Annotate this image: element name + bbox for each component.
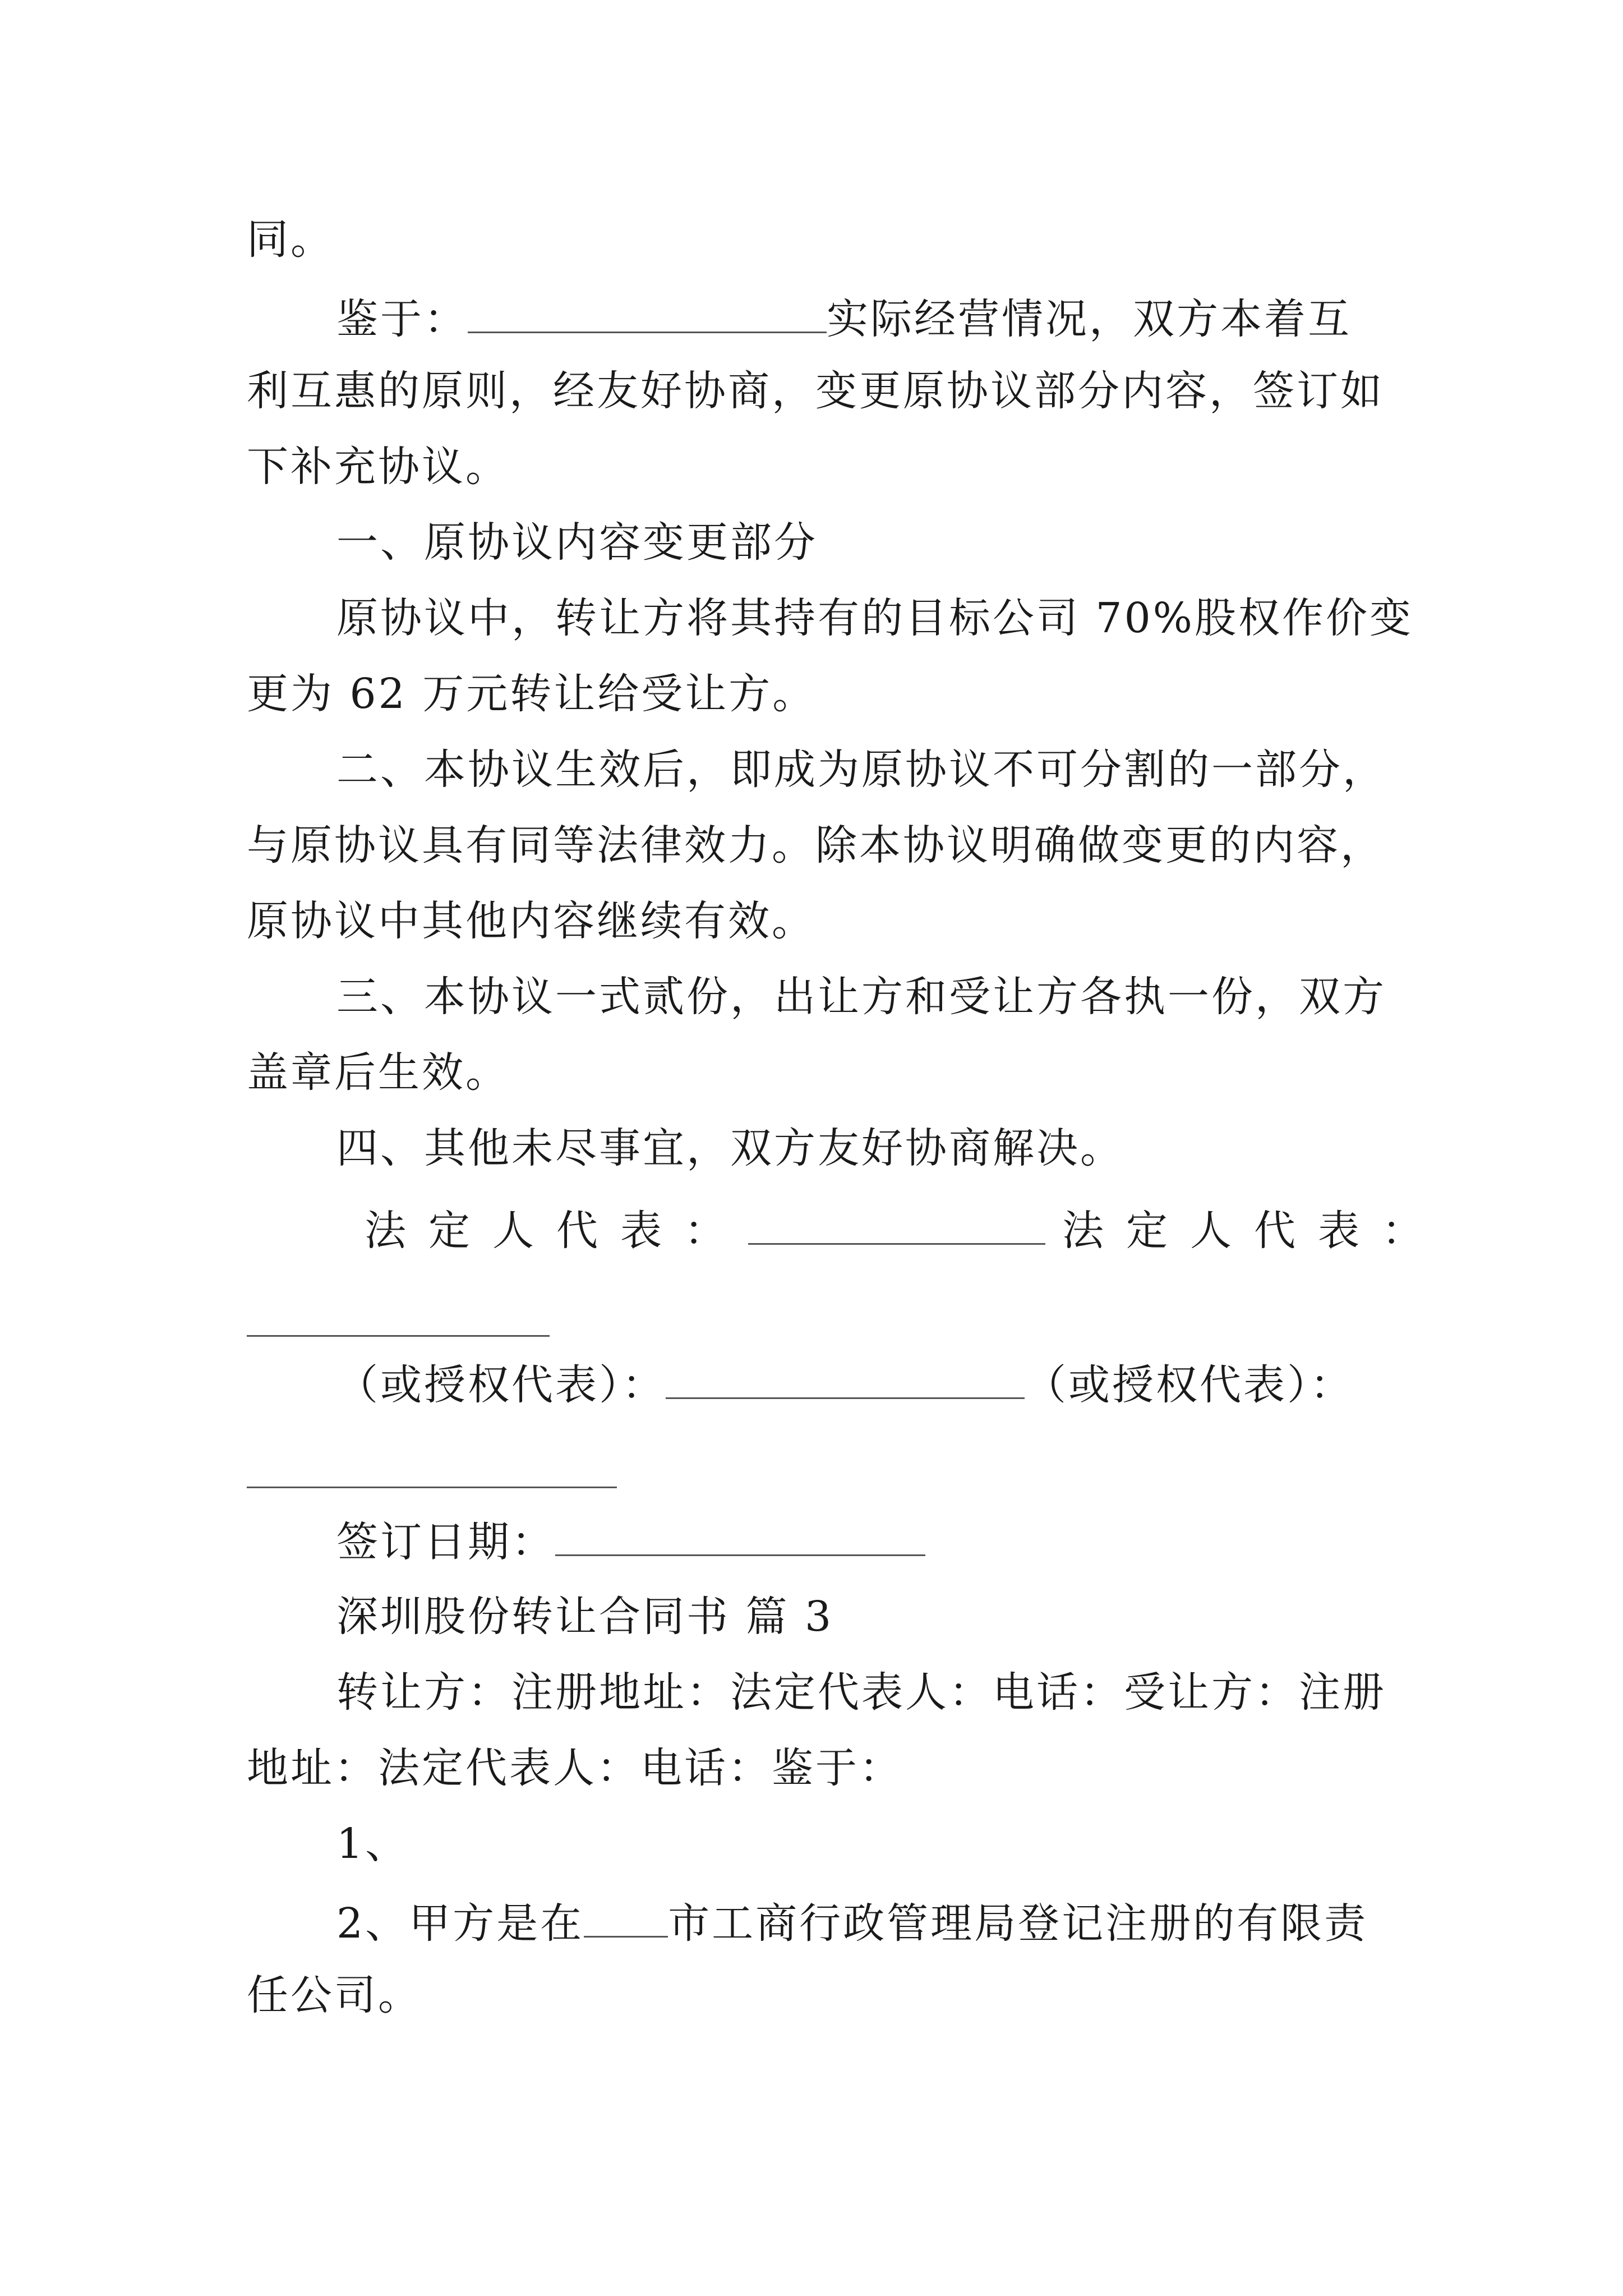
signature-line-2 (336, 1360, 1481, 1411)
text-line-13: 四、其他未尽事宜，双方友好协商解决。 (336, 1124, 1124, 1172)
legal-rep-field-a[interactable] (748, 1206, 1045, 1245)
signing-date-field[interactable] (555, 1517, 925, 1556)
auth-rep-label-a: （或授权代表）： (336, 1361, 666, 1409)
text-line-1: 同。 (247, 215, 334, 264)
text-line-8: 二、本协议生效后，即成为原协议不可分割的一部分， (336, 746, 1386, 794)
city-blank-field[interactable] (584, 1899, 668, 1938)
blank-field-1[interactable] (468, 295, 827, 333)
text-line-10: 原协议中其他内容继续有效。 (247, 897, 815, 945)
text-line-9: 与原协议具有同等法律效力。除本协议明确做变更的内容， (247, 821, 1384, 869)
auth-rep-field-a[interactable] (666, 1360, 1025, 1399)
text-line-6: 原协议中，转让方将其持有的目标公司 70%股权作价变 (336, 594, 1413, 642)
signing-date-label: 签订日期： (336, 1518, 555, 1566)
legal-rep-label-a: 法定人代表： (365, 1207, 748, 1255)
text-line-25: 任公司。 (247, 1971, 422, 2019)
text-line-2-rest: 实际经营情况，双方本着互 (827, 295, 1352, 343)
text-line-2 (336, 295, 1481, 345)
text-line-21: 地址：法定代表人：电话：鉴于： (247, 1744, 903, 1792)
list-item-2 (336, 1899, 1481, 1949)
list-item-1: 1、 (336, 1820, 409, 1868)
auth-rep-label-b: （或授权代表）： (1025, 1361, 1354, 1409)
text-line-7: 更为 62 万元转让给受让方。 (247, 670, 817, 718)
list-item-2-rest: 市工商行政管理局登记注册的有限责 (668, 1899, 1368, 1948)
contract-title: 深圳股份转让合同书 篇 3 (336, 1593, 834, 1641)
list-item-2-lead: 2、甲方是在 (336, 1899, 584, 1948)
text-line-3: 利互惠的原则，经友好协商，变更原协议部分内容，签订如 (247, 367, 1384, 415)
text-line-20: 转让方：注册地址：法定代表人：电话：受让方：注册 (336, 1668, 1386, 1717)
legal-rep-field-b[interactable] (247, 1335, 550, 1337)
signature-line-1 (365, 1206, 1509, 1257)
legal-rep-label-b: 法定人代表： (1062, 1207, 1446, 1255)
text-jianyu: 鉴于： (336, 295, 468, 343)
auth-rep-field-b[interactable] (247, 1487, 617, 1488)
text-line-12: 盖章后生效。 (247, 1048, 509, 1097)
section-heading-1: 一、原协议内容变更部分 (336, 518, 818, 567)
text-line-11: 三、本协议一式贰份，出让方和受让方各执一份，双方 (336, 973, 1386, 1021)
signing-date-line (336, 1517, 1481, 1568)
text-line-4: 下补充协议。 (247, 443, 509, 491)
